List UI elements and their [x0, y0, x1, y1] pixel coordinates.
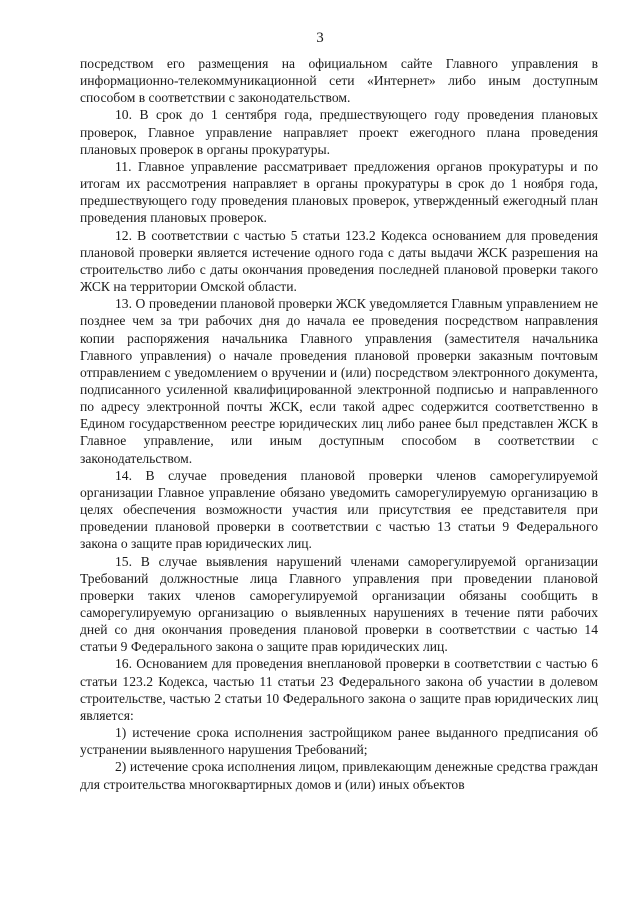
paragraph-14: 14. В случае проведения плановой проверки членов саморегулируемой организации Главное управление обязано уведомить саморегулируемую организацию в целях обеспечения возможности участия или присутствия ее представителя при проведении плановой проверки в соответствии с частью 13 статьи 9 Федерального закона о защите прав юридических лиц.	[80, 467, 598, 552]
paragraph-11: 11. Главное управление рассматривает предложения органов прокуратуры и по итогам их рассмотрения направляет в органы прокуратуры в срок до 1 ноября года, предшествующего году проведения плановых проверок, утвержденный ежегодный план проведения плановых проверок.	[80, 158, 598, 226]
paragraph-13: 13. О проведении плановой проверки ЖСК уведомляется Главным управлением не позднее чем за три рабочих дня до начала ее проведения посредством направления копии распоряжения начальника Главного управления (заместителя начальника Главного управления) о начале проведения плановой проверки заказным почтовым отправлением с уведомлением о вручении и (или) посредством электронного документа, подписанного усиленной квалифицированной электронной подписью и направленного по адресу электронной почты ЖСК, если такой адрес содержится соответственно в Едином государственном реестре юридических лиц либо ранее был представлен ЖСК в Главное управление, или иным доступным способом в соответствии с законодательством.	[80, 296, 598, 466]
paragraph-15: 15. В случае выявления нарушений членами саморегулируемой организации Требований должностные лица Главного управления при проведении плановой проверки таких членов саморегулируемой организации обязаны сообщить в саморегулируемую организацию о выявленных нарушениях в течение пяти рабочих дней со дня окончания проведения плановой проверки в соответствии с частью 14 статьи 9 Федерального закона о защите прав юридических лиц.	[80, 553, 598, 655]
paragraph-16-item-1: 1) истечение срока исполнения застройщиком ранее выданного предписания об устранении выявленного нарушения Требований;	[80, 725, 598, 758]
paragraph-10: 10. В срок до 1 сентября года, предшествующего году проведения плановых проверок, Главное управление направляет проект ежегодного плана проведения плановых проверок в органы прокуратуры.	[80, 107, 598, 157]
document-body	[80, 55, 598, 793]
paragraph-16-item-2: 2) истечение срока исполнения лицом, привлекающим денежные средства граждан для строительства многоквартирных домов и (или) иных объектов	[80, 759, 598, 792]
paragraph-16: 16. Основанием для проведения внеплановой проверки в соответствии с частью 6 статьи 123.2 Кодекса, частью 11 статьи 23 Федерального закона об участии в долевом строительстве, частью 2 статьи 10 Федерального закона о защите прав юридических лиц является:	[80, 656, 598, 723]
paragraph-12: 12. В соответствии с частью 5 статьи 123.2 Кодекса основанием для проведения плановой проверки является истечение одного года с даты выдачи ЖСК разрешения на строительство либо с даты окончания проведения последней плановой проверки такого ЖСК на территории Омской области.	[80, 227, 598, 295]
paragraph-continuation: посредством его размещения на официальном сайте Главного управления в информационно-телекоммуникационной сети «Интернет» либо иным доступным способом в соответствии с законодательством.	[80, 56, 598, 106]
page-number: 3	[316, 30, 324, 46]
